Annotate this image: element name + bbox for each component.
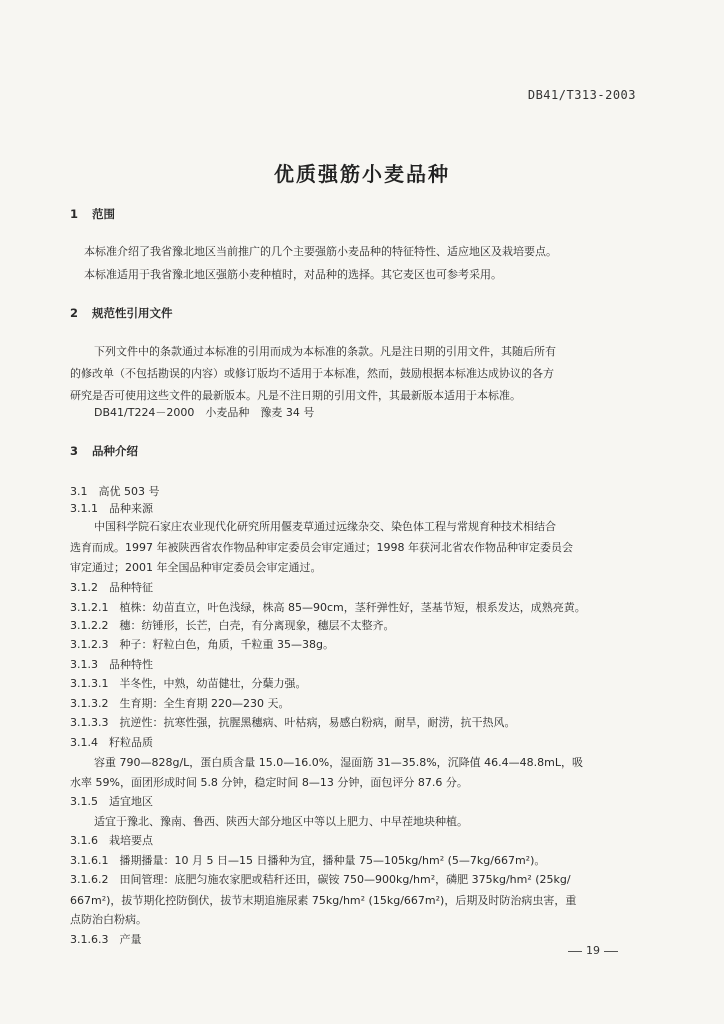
section-title: 规范性引用文件 — [92, 306, 173, 320]
paragraph-line: 选育而成。1997 年被陕西省农作物品种审定委员会审定通过；1998 年获河北省农作物品种审定委员会 — [70, 541, 573, 554]
paragraph-line: 水率 59%，面团形成时间 5.8 分钟，稳定时间 8—13 分钟，面包评分 87.6 分。 — [70, 776, 468, 789]
dash-decoration — [604, 951, 618, 952]
paragraph-line: 容重 790—828g/L，蛋白质含量 15.0—16.0%，湿面筋 31—35.8%，沉降值 46.4—48.8mL，吸 — [94, 756, 583, 769]
clause-heading: 3.1.1 品种来源 — [70, 502, 153, 515]
paragraph-line: 的修改单（不包括勘误的内容）或修订版均不适用于本标准，然而，鼓励根据本标准达成协议的各方 — [70, 367, 554, 380]
paragraph-line: 本标准适用于我省豫北地区强筋小麦种植时，对品种的选择。其它麦区也可参考采用。 — [84, 268, 502, 281]
clause-line: 667m²)，拔节期化控防倒伏，拔节末期追施尿素 75kg/hm² (15kg/667m²)，后期及时防治病虫害，重 — [70, 894, 577, 907]
section-title: 范围 — [92, 207, 116, 221]
clause-line: 3.1.6.3 产量 — [70, 933, 142, 946]
clause-heading: 3.1.3 品种特性 — [70, 658, 153, 671]
clause-line: 点防治白粉病。 — [70, 913, 147, 926]
clause-line: 3.1.6.1 播期播量：10 月 5 日—15 日播种为宜，播种量 75—105kg/hm² (5—7kg/667m²)。 — [70, 854, 546, 867]
clause-line: 3.1.2.1 植株：幼苗直立，叶色浅绿，株高 85—90cm，茎秆弹性好，茎基节短，根系发达，成熟亮黄。 — [70, 601, 586, 614]
paragraph-line: 研究是否可使用这些文件的最新版本。凡是不注日期的引用文件，其最新版本适用于本标准。 — [70, 389, 521, 402]
clause-heading: 3.1.6 栽培要点 — [70, 834, 153, 847]
clause-line: 3.1.2.2 穗：纺锤形，长芒，白壳，有分离现象，穗层不太整齐。 — [70, 619, 395, 632]
section-number: 1 — [70, 207, 79, 221]
standard-code: DB41/T313-2003 — [527, 88, 636, 102]
reference-line: DB41/T224－2000 小麦品种 豫麦 34 号 — [94, 406, 315, 419]
page-number — [564, 944, 622, 957]
clause-line: 3.1.3.3 抗逆性：抗寒性强，抗腥黑穗病、叶枯病，易感白粉病，耐旱，耐涝，抗干热风。 — [70, 716, 516, 729]
clause-heading: 3.1.4 籽粒品质 — [70, 736, 153, 749]
clause-heading: 3.1.5 适宜地区 — [70, 795, 153, 808]
clause-line: 3.1.2.3 种子：籽粒白色，角质，千粒重 35—38g。 — [70, 638, 334, 651]
clause-line: 3.1.3.1 半冬性，中熟，幼苗健壮，分蘖力强。 — [70, 677, 307, 690]
paragraph-line: 下列文件中的条款通过本标准的引用而成为本标准的条款。凡是注日期的引用文件，其随后所有 — [94, 345, 556, 358]
paragraph-line: 审定通过；2001 年全国品种审定委员会审定通过。 — [70, 561, 322, 574]
clause-heading: 3.1 高优 503 号 — [70, 485, 160, 498]
clause-line: 3.1.6.2 田间管理：底肥匀施农家肥或秸秆还田，碳铵 750—900kg/hm²，磷肥 375kg/hm² (25kg/ — [70, 873, 571, 886]
paragraph-line: 本标准介绍了我省豫北地区当前推广的几个主要强筋小麦品种的特征特性、适应地区及栽培要点。 — [84, 245, 557, 258]
section-number: 2 — [70, 306, 79, 320]
paragraph-line: 中国科学院石家庄农业现代化研究所用偃麦草通过远缘杂交、染色体工程与常规育种技术相结合 — [94, 520, 556, 533]
section-title: 品种介绍 — [92, 444, 139, 458]
page-number-text: 19 — [586, 944, 600, 957]
section-heading-references — [70, 306, 173, 320]
paragraph-line: 适宜于豫北、豫南、鲁西、陕西大部分地区中等以上肥力、中早茬地块种植。 — [94, 815, 468, 828]
clause-heading: 3.1.2 品种特征 — [70, 581, 153, 594]
document-title: 优质强筋小麦品种 — [274, 162, 450, 186]
section-heading-scope — [70, 207, 115, 221]
clause-line: 3.1.3.2 生育期：全生育期 220—230 天。 — [70, 697, 290, 710]
section-heading-varieties — [70, 444, 138, 458]
dash-decoration — [568, 951, 582, 952]
section-number: 3 — [70, 444, 79, 458]
